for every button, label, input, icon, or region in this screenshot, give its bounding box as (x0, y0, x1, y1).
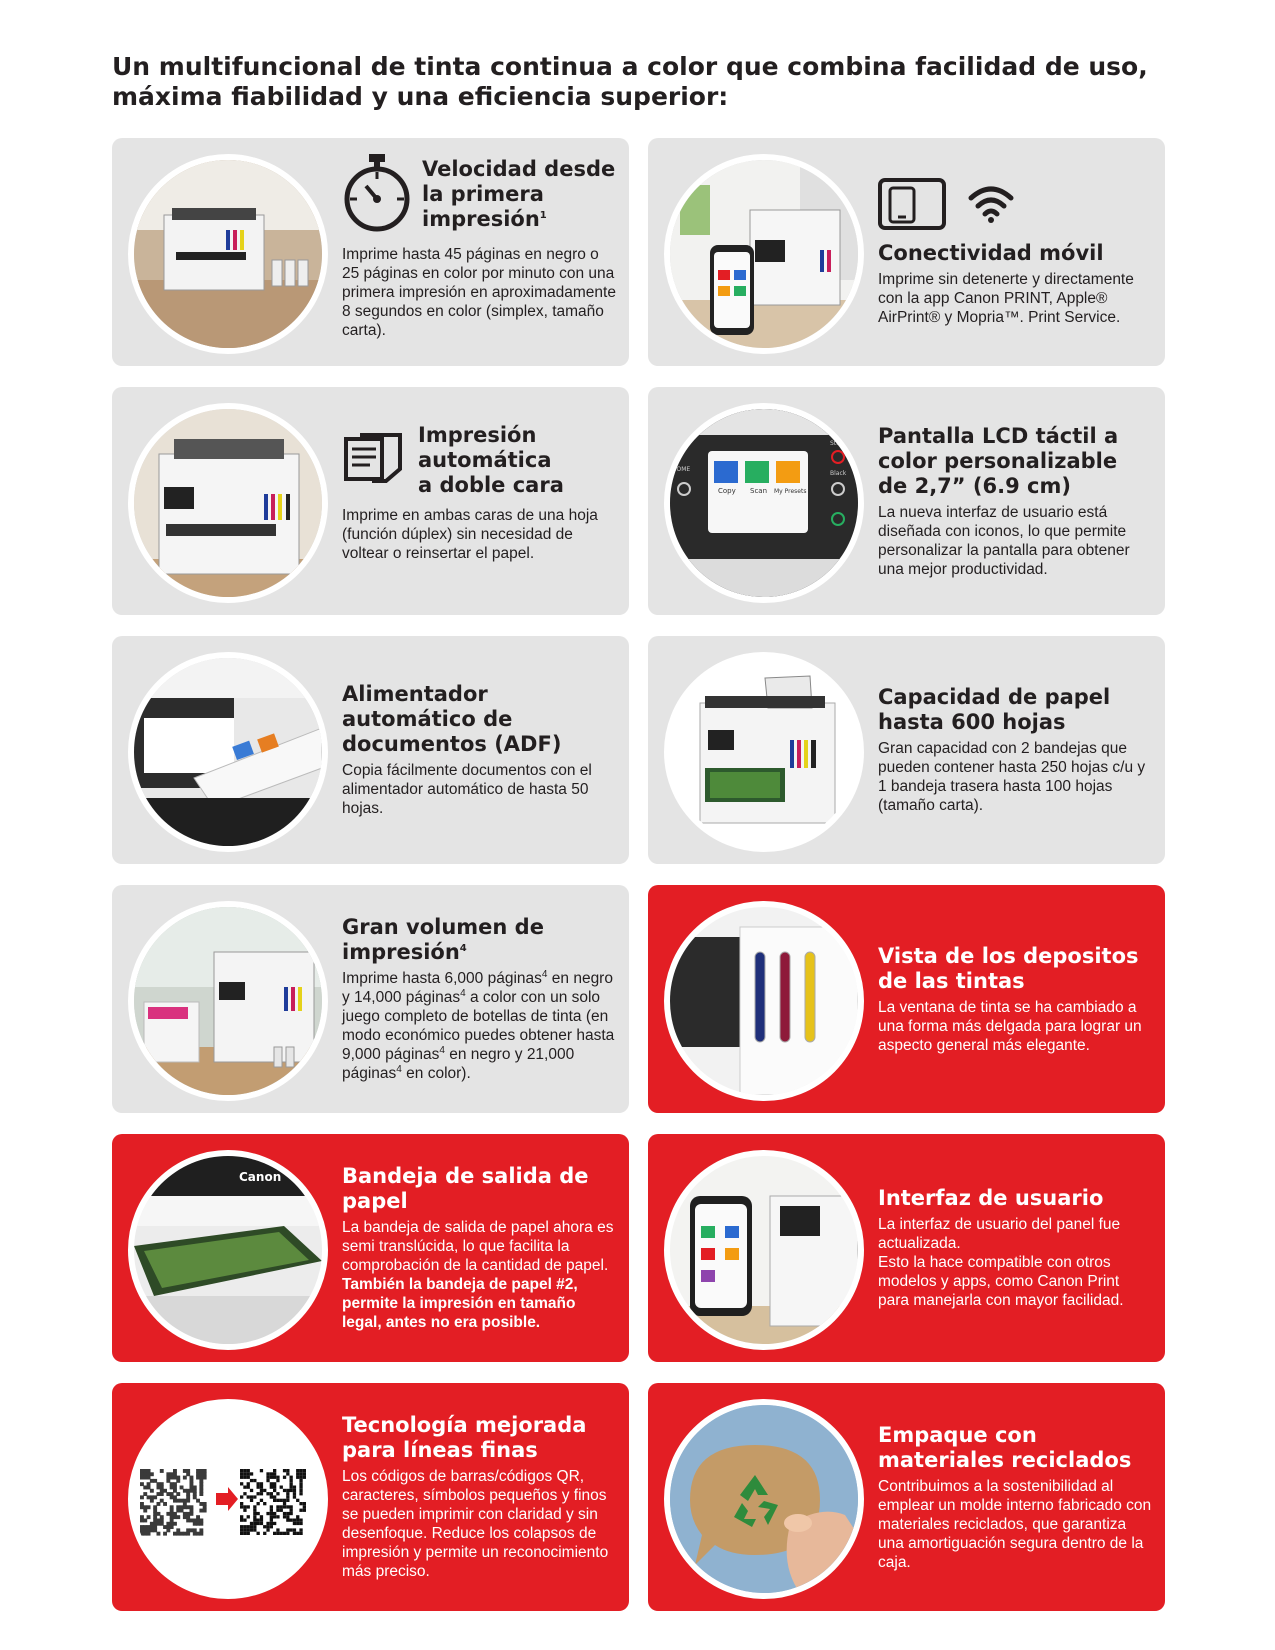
card-description: Imprime hasta 45 páginas en negro o 25 páginas en color por minuto con una primera impresión en aproximadamente 8 segundos en color (simplex, tamaño carta). (342, 246, 616, 339)
card-description-extra: Esto la hace compatible con otros modelos y apps, como Canon Print para manejarla con mayor facilidad. (878, 1254, 1124, 1309)
feature-card-recycled-packaging (648, 1383, 1165, 1611)
screen-label-stop: Stop (830, 440, 844, 447)
screen-label-presets: My Presets (774, 488, 807, 495)
screen-label-black: Black (830, 470, 847, 477)
feature-card-fine-lines (112, 1383, 629, 1611)
office-printer-photo (128, 901, 328, 1101)
feature-card-mobile (648, 138, 1165, 366)
card-title: Capacidad de papel hasta 600 hojas (878, 685, 1111, 734)
recycled-tag-photo (664, 1399, 864, 1599)
feature-card-duplex (112, 387, 629, 615)
card-description: La bandeja de salida de papel ahora es semi translúcida, lo que facilita la comprobación de la cantidad de papel. También la bandeja de papel #2, permite la impresión en tamaño legal, antes no era posible. (342, 1219, 614, 1331)
output-tray-photo (128, 1150, 328, 1350)
tablet-icon (878, 178, 946, 235)
card-description: Gran capacidad con 2 bandejas que pueden contener hasta 250 hojas c/u y 1 bandeja trasera hasta 100 hojas (tamaño carta). (878, 740, 1146, 814)
screen-label-home: HOME (672, 466, 691, 473)
printer-photo (664, 652, 864, 852)
feature-card-user-interface (648, 1134, 1165, 1362)
page-heading: Un multifuncional de tinta continua a color que combina facilidad de uso, máxima fiabilidad y una eficiencia superior: (112, 52, 1148, 111)
card-title: Conectividad móvil (878, 240, 1104, 265)
card-title: Velocidad desde la primera impresión$^1$ (422, 157, 616, 231)
brand-logo: Canon (239, 1170, 282, 1184)
phone-printer-photo (664, 154, 864, 354)
printer-photo (128, 403, 328, 603)
stopwatch-icon (342, 152, 412, 237)
screen-label-scan: Scan (750, 487, 768, 495)
card-description: La interfaz de usuario del panel fue actualizada. (878, 1216, 1121, 1252)
card-description: Imprime sin detenerte y directamente con la app Canon PRINT, Apple® AirPrint® y Mopria™. Print Service. (878, 270, 1134, 326)
feature-card-lcd (648, 387, 1165, 615)
card-description: La ventana de tinta se ha cambiado a una forma más delgada para lograr un aspecto general más elegante. (878, 998, 1142, 1054)
lcd-screen-photo (664, 403, 864, 603)
feature-card-ink-tanks (648, 885, 1165, 1113)
card-title: Vista de los depositos de las tintas (878, 943, 1139, 993)
feature-card-adf (112, 636, 629, 864)
card-description: Imprime hasta 6,000 páginas$^4$ en negro y 14,000 páginas$^4$ a color con un solo juego completo de botellas de tinta (en modo económico puedes obtener hasta 9,000 páginas$^4$ en negro y 21,000 páginas$^4$ en color). (342, 968, 615, 1082)
duplex-document-icon (342, 433, 404, 488)
card-title: Alimentador automático de documentos (ADF) (342, 682, 562, 756)
card-title: Gran volumen de impresión$^4$ (342, 915, 544, 964)
card-description: Contribuimos a la sostenibilidad al emplear un molde interno fabricado con materiales reciclados, que garantiza una amortiguación segura dentro de la caja. (878, 1477, 1152, 1571)
printer-photo (128, 154, 328, 354)
card-title: Pantalla LCD táctil a color personalizable de 2,7” (6.9 cm) (878, 423, 1119, 498)
feature-card-speed (112, 138, 629, 366)
feature-card-volume (112, 885, 629, 1113)
feature-card-paper-capacity (648, 636, 1165, 864)
card-title: Impresión automática a doble cara (418, 423, 564, 497)
card-title: Bandeja de salida de papel (342, 1164, 589, 1213)
screen-label-copy: Copy (718, 487, 736, 495)
card-title: Empaque con materiales reciclados (878, 1422, 1132, 1472)
card-title: Tecnología mejorada para líneas finas (342, 1413, 587, 1462)
card-description: Copia fácilmente documentos con el alimentador automático de hasta 50 hojas. (342, 762, 592, 817)
feature-card-output-tray (112, 1134, 629, 1362)
wifi-icon (968, 184, 1014, 229)
app-printer-photo (664, 1150, 864, 1350)
card-description: Los códigos de barras/códigos QR, caracteres, símbolos pequeños y finos se pueden imprimir con claridad y sin desenfoque. Reduce los colapsos de impresión y permite un reconocimiento más preciso. (342, 1468, 609, 1580)
card-description: La nueva interfaz de usuario está diseñada con iconos, lo que permite personalizar la pantalla para obtener una mejor productividad. (878, 503, 1130, 578)
ink-tank-photo (664, 901, 864, 1101)
qr-code-comparison (128, 1399, 328, 1599)
adf-photo (128, 652, 328, 852)
card-description: Imprime en ambas caras de una hoja (función dúplex) sin necesidad de voltear o reinsertar el papel. (342, 507, 598, 562)
card-title: Interfaz de usuario (878, 1186, 1104, 1210)
